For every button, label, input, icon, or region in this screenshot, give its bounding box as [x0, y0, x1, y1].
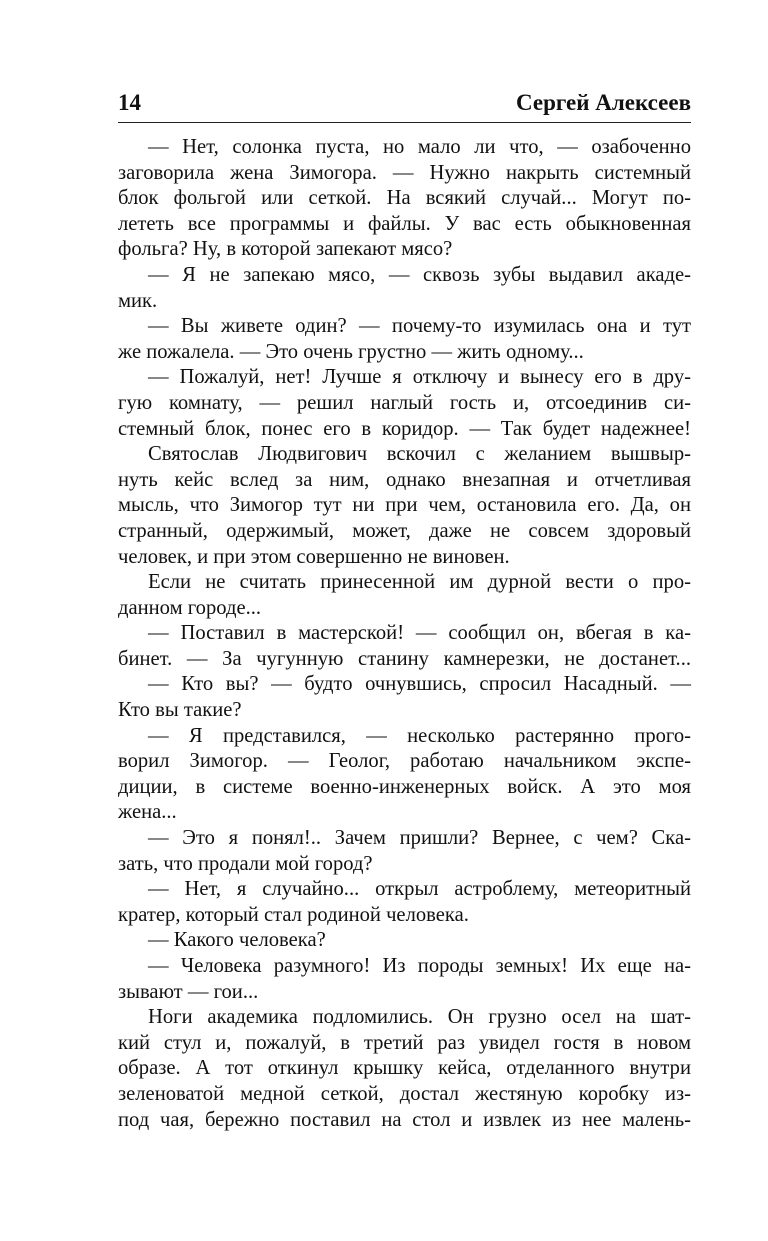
text-line: кий стул и, пожалуй, в третий раз увидел гостя в новом — [118, 1031, 691, 1054]
text-line: Кто вы такие? — [118, 699, 242, 722]
text-line: — Нет, солонка пуста, но мало ли что, — озабоченно — [148, 136, 691, 158]
text-line: жена... — [118, 801, 177, 824]
running-head-author: Сергей Алексеев — [516, 90, 691, 115]
text-line: данном городе... — [118, 596, 262, 619]
text-line: — Кто вы? — будто очнувшись, спросил Насадный. — — [148, 673, 691, 696]
text-line: диции, в системе военно-инженерных войск. А это моя — [118, 775, 691, 798]
text-line: странный, одержимый, может, даже не совсем здоровый — [118, 519, 691, 542]
text-line: — Я представился, — несколько растерянно прого- — [148, 724, 691, 747]
text-line: человек, и при этом совершенно не виновен. — [118, 545, 510, 568]
text-line: Если не считать принесенной им дурной вести о про- — [148, 571, 691, 594]
text-line: мик. — [118, 289, 158, 312]
text-line: — Какого человека? — [148, 929, 326, 952]
page-header — [118, 90, 691, 120]
text-line: лететь все программы и файлы. У вас есть обыкновенная — [118, 212, 691, 235]
text-line: бинет. — За чугунную станину камнерезки, не достанет... — [118, 647, 691, 670]
text-line: заговорила жена Зимогора. — Нужно накрыть системный — [118, 161, 691, 184]
text-line: зывают — гои... — [118, 980, 259, 1003]
text-line: стемный блок, понес его в коридор. — Так будет надежнее! — [118, 417, 691, 440]
text-line: нуть кейс вслед за ним, однако внезапная и отчетливая — [118, 468, 691, 491]
text-line: блок фольгой или сеткой. На всякий случай... Могут по- — [118, 187, 691, 210]
body-text — [118, 135, 691, 1133]
header-rule — [118, 122, 691, 123]
page-number: 14 — [118, 90, 141, 115]
text-line: гую комнату, — решил наглый гость и, отсоединив си- — [118, 391, 691, 414]
text-line: Святослав Людвигович вскочил с желанием вышвыр- — [148, 443, 691, 466]
text-line: — Человека разумного! Из породы земных! Их еще на- — [148, 955, 691, 977]
text-line: — Вы живете один? — почему-то изумилась она и тут — [148, 315, 691, 338]
text-line: Ноги академика подломились. Он грузно осел на шат- — [148, 1006, 691, 1029]
text-line: образе. А тот откинул крышку кейса, отделанного внутри — [118, 1057, 691, 1080]
text-line: — Поставил в мастерской! — сообщил он, вбегая в ка- — [148, 622, 691, 645]
text-line: зать, что продали мой город? — [118, 852, 373, 875]
text-line: же пожалела. — Это очень грустно — жить одному... — [118, 340, 584, 363]
text-line: ворил Зимогор. — Геолог, работаю начальником экспе- — [118, 750, 691, 773]
text-line: зеленоватой медной сеткой, достал жестяную коробку из- — [118, 1082, 691, 1105]
text-line: мысль, что Зимогор тут ни при чем, остановила его. Да, он — [118, 494, 691, 517]
text-line: под чая, бережно поставил на стол и извлек из нее малень- — [118, 1108, 691, 1131]
text-line: — Пожалуй, нет! Лучше я отключу и вынесу его в дру- — [148, 366, 691, 389]
text-line: — Нет, я случайно... открыл астроблему, метеоритный — [148, 878, 691, 901]
text-line: — Я не запекаю мясо, — сквозь зубы выдавил акаде- — [148, 263, 691, 286]
text-line: кратер, который стал родиной человека. — [118, 903, 469, 926]
text-line: фольга? Ну, в которой запекают мясо? — [118, 238, 453, 261]
text-line: — Это я понял!.. Зачем пришли? Вернее, с чем? Ска- — [148, 827, 691, 850]
